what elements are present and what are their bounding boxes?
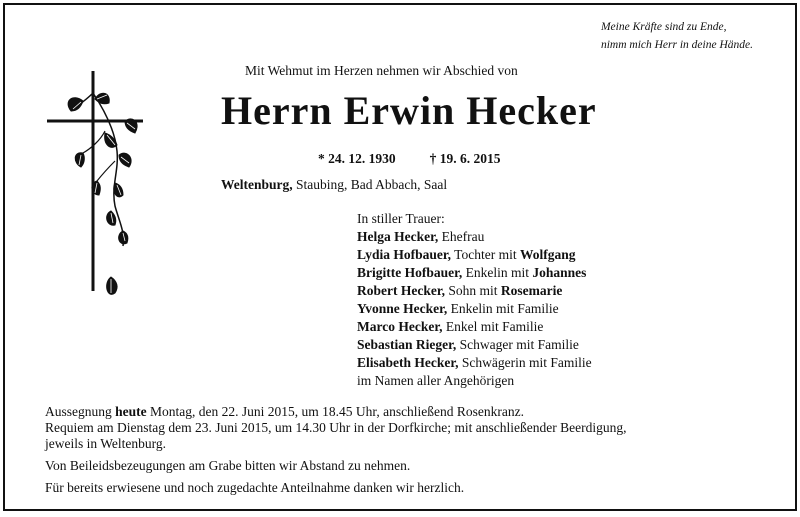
mourner-relation: Sohn mit <box>444 283 501 298</box>
places-rest: Staubing, Bad Abbach, Saal <box>292 177 448 192</box>
intro-line: Mit Wehmut im Herzen nehmen wir Abschied von <box>245 63 518 78</box>
mourner-row <box>357 318 592 336</box>
blessing-time: Montag, den 22. Juni 2015, um 18.45 Uhr, anschließend Rosenkranz. <box>146 404 525 419</box>
mourner-row <box>357 354 592 372</box>
requiem-location: jeweils in Weltenburg. <box>45 436 167 451</box>
mourner-name: Robert Hecker, <box>357 283 445 298</box>
service-details <box>45 404 627 496</box>
verse-line-1: Meine Kräfte sind zu Ende, <box>600 21 727 33</box>
mourners-list <box>357 210 592 390</box>
verse-line-2: nimm mich Herr in deine Hände. <box>600 39 753 51</box>
mourner-partner: Rosemarie <box>500 283 563 298</box>
mourner-row <box>357 246 592 264</box>
thanks-line: Für bereits erwiesene und noch zugedachte Anteilnahme danken wir herzlich. <box>45 480 465 495</box>
mourner-name: Elisabeth Hecker, <box>357 355 459 370</box>
mourner-relation: Tochter mit <box>451 247 520 262</box>
mourner-relation: Ehefrau <box>438 229 485 244</box>
places-primary: Weltenburg, <box>221 177 293 192</box>
requiem-line: Requiem am Dienstag dem 23. Juni 2015, um 14.30 Uhr in der Dorfkirche; mit anschließender Beerdigung, <box>45 420 627 435</box>
mourners-heading: In stiller Trauer: <box>357 211 445 226</box>
mourner-partner: Wolfgang <box>519 247 576 262</box>
mourner-relation: Schwager mit Familie <box>456 337 579 352</box>
condolence-request: Von Beileidsbezeugungen am Grabe bitten wir Abstand zu nehmen. <box>45 458 411 473</box>
deceased-name: Herrn Erwin Hecker <box>221 88 597 133</box>
verse <box>601 18 753 54</box>
cross-with-leaves-icon <box>45 71 155 311</box>
mourner-name: Lydia Hofbauer, <box>357 247 452 262</box>
death-date: † 19. 6. 2015 <box>429 151 501 166</box>
blessing-text: Aussegnung <box>45 404 116 419</box>
mourner-relation: Enkelin mit Familie <box>447 301 559 316</box>
life-dates <box>318 151 501 167</box>
mourner-row <box>357 300 592 318</box>
obituary-notice <box>3 3 797 511</box>
mourner-row <box>357 282 592 300</box>
mourner-row <box>357 228 592 246</box>
mourner-row <box>357 336 592 354</box>
mourner-relation: Enkel mit Familie <box>442 319 544 334</box>
mourners-footer: im Namen aller Angehörigen <box>357 373 515 388</box>
mourner-name: Helga Hecker, <box>357 229 439 244</box>
mourner-name: Brigitte Hofbauer, <box>357 265 463 280</box>
blessing-today: heute <box>115 404 147 419</box>
mourner-name: Marco Hecker, <box>357 319 443 334</box>
blessing-line <box>45 404 627 420</box>
mourner-partner: Johannes <box>532 265 587 280</box>
mourner-relation: Enkelin mit <box>462 265 533 280</box>
mourner-name: Yvonne Hecker, <box>357 301 448 316</box>
birth-date: * 24. 12. 1930 <box>318 151 396 166</box>
mourner-name: Sebastian Rieger, <box>357 337 457 352</box>
mourner-row <box>357 264 592 282</box>
places <box>221 177 447 193</box>
mourner-relation: Schwägerin mit Familie <box>458 355 592 370</box>
